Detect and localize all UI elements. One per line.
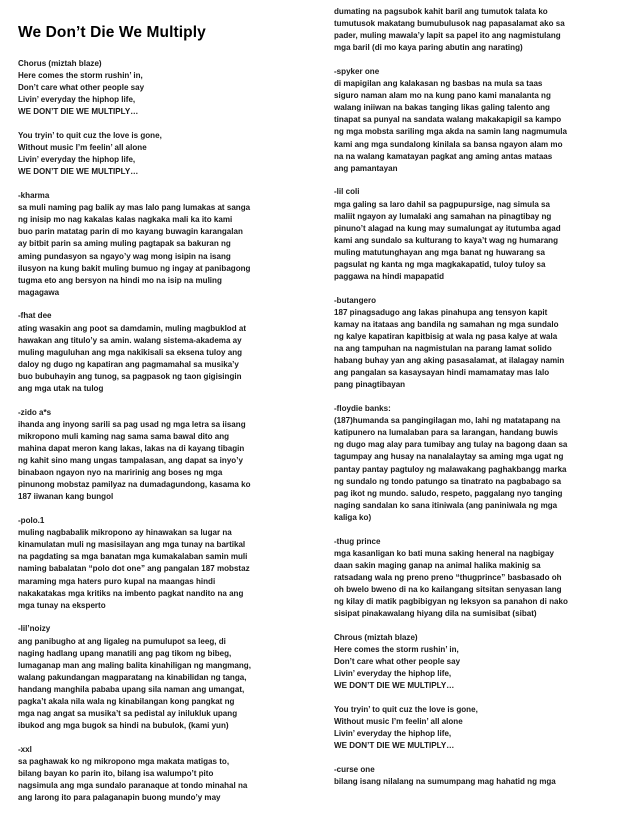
verse-block: dumating na pagsubok kahit baril ang tumutok talata ko tumutusok makatang bumubulusok nag papasalamat ako sa pader, muling mawala’y lapit sa papel ito ang nagmistulang mga baril (di mo kaya paring abutin ang narating): [334, 7, 565, 53]
verse-block: -zido a*s ihanda ang inyong sarili sa pag usad ng mga letra sa iisang mikropono muli kaming nag sama sama bawal dito ang mahina dapat meron kang lakas, lakas na di kayang tibagin ng kahit sino mang ungas tampalasan, ang dapat sa inyo’y binabaon ngayon nyo na maririnig ang boses ng mga pinunong mobstaz pamilyaz na dumadagundong, kasama ko 187 iiwanan kang bungol: [18, 407, 251, 502]
verse-block: -fhat dee ating wasakin ang poot sa damdamin, muling magbuklod at hawakan ang titulo’y sa amin. walang sistema-akadema ay muling maguluhan ang mga nakikisali sa eksena tuloy ang daloy ng dugo ng kapatiran ang pagmamahal sa musika’y buo bubuhayin ang tunog, sa pagpasok ng taon gigisingin ang mga utak na tulog: [18, 311, 247, 394]
verse-block: Chorus (miztah blaze) Here comes the storm rushin’ in, Don’t care what other people say Livin’ everyday the hiphop life, WE DON’T DIE WE MULTIPLY…: [18, 59, 145, 117]
verse-block: -lil coli mga galing sa laro dahil sa pagpupursige, nag simula sa maliit ngayon ay lumalaki ang samahan na pinagtibay ng pinuno’t alagad na kung may sumalungat ay itutumba agad kami ang sundalo sa kulturang to kaya’t wag ng humarang muling matutunghayan ang mga banat ng huwarang sa pagsulat ng kanta ng mga magkakapatid, tuloy tuloy sa paggawa na hindi mapapatid: [334, 187, 561, 282]
verse-block: -xxl sa paghawak ko ng mikropono mga makata matigas to, bilang bayan ko parin ito, bilang isa walumpo’t pito nagsimula ang mga sundalo paranaque at tondo minahal na ang larong ito para palaganapin buong mundo’y may: [18, 744, 248, 803]
verse-block: -kharma sa muli naming pag balik ay mas lalo pang lumakas at sanga ng inisip mo nag kakalas kalas nagkaka mali ka ito kami buo parin matatag parin di mo kayang buwagin karangalan ay bitbit parin sa aming muling pagtapak sa bakuran ng aming pundasyon sa ngayo’y wag mong isipin na isang ilusyon na kung bakit muling bumuo ng ingay at panibagong tugma eto ang bersyon na hindi mo na isip na muling magagawa: [18, 191, 251, 297]
verse-block: -thug prince mga kasanligan ko bati muna saking heneral na nagbigay daan sakin maging ganap na animal halika makinig sa ratsadang wala ng preno preno “thugprince” basbasado oh oh bwelo bweno di na ko kailangang sitsitan senyasan lang ng kilay di matik pagbibigyan ng leksyon sa panahon di nako sisipat pinakawalang hiyang dila na sumisibat (sibat): [334, 536, 568, 619]
verse-block: -floydie banks: (187)humanda sa pangingilagan mo, lahi ng matatapang na katipunero na lumalaban para sa larangan, handang buwis ng dugo mag alay para tumibay ang tulay na bagong daan sa tagumpay ang husay na nanalalaytay sa aming mga ugat ng pantay pantay pagtuloy ng malawakang paghakbangg marka ng sundalo ng tondo patungo sa tinatrato na pagbabago sa pag ikot ng mundo. saludo, respeto, paggalang nyo tanging naging sandalan ko sana itiniwala (ang paniniwala ng mga kaliga ko): [334, 404, 568, 522]
verse-block: You tryin’ to quit cuz the love is gone, Without music I’m feelin’ all alone Livin’ everyday the hiphop life, WE DON’T DIE WE MULTIPLY…: [334, 704, 478, 751]
document-title: We Don’t Die We Multiply: [18, 24, 206, 41]
verse-block: -curse one bilang isang nilalang na sumumpang mag hahatid ng mga: [334, 764, 556, 786]
verse-block: -polo.1 muling nagbabalik mikropono ay hinawakan sa lugar na kinamulatan muli ng masisilayan ang mga tunay na bartikal na pagdating sa mga banatan mga kumakalaban samin muli naming babalatan “polo dot one” ang pangalan 187 mobstaz maraming mga haters puro kupal na maangas hindi nakakatakas mga kritiks na imbento pagkat nandito na ang mga tunay na eksperto: [18, 516, 250, 610]
verse-block: -spyker one di mapigilan ang kalakasan ng basbas na mula sa taas siguro naman alam mo na kung pano kami manalanta ng walang iniiwan na bakas tanging likas galing talento ang tinapat sa punyal na sandata walang makakapigil sa kampo ng mga mobsta sariling mga akda na samin lang nagmumula kami ang mga sundalong kinilala sa bansa ngayon alam mo na na walang kamatayan pagkat ang aming antas mataas ang pamantayan: [334, 66, 567, 173]
left-column: [18, 14, 314, 822]
verse-block: You tryin’ to quit cuz the love is gone, Without music I’m feelin’ all alone Livin’ everyday the hiphop life, WE DON’T DIE WE MULTIPLY…: [18, 131, 162, 177]
verse-block: -butangero 187 pinagsadugo ang lakas pinahupa ang tensyon kapit kamay na itataas ang bandila ng samahan ng mga sundalo ng kalye kapatiran kapitbisig at wala ng pasa kalye at wala na ang tampuhan na nagmistulan na parang lamat solido habang buhay yan ang aking pasasalamat, at ilalagay namin ang pangalan sa kasaysayan hindi mamamatay mas lalo pang pinagtibayan: [334, 295, 565, 390]
right-column: [334, 6, 624, 822]
verse-block: Chrous (miztah blaze) Here comes the storm rushin’ in, Don’t care what other people say Livin’ everyday the hiphop life, WE DON’T DIE WE MULTIPLY…: [334, 632, 461, 691]
verse-block: -lil’noizy ang panibugho at ang ligaleg na pumulupot sa leeg, di naging hadlang upang manatili ang pag tikom ng bibeg, lumaganap man ang maling balita kinahiligan ng mangmang, walang pakundangan magparatang na kinabilidan ng tanga, handang manghila pababa upang sila naman ang umangat, pagka’t akala nila wala ng kinabilangan kong pangkat ng mga nag angat sa musika’t sa pedistal ay inilukluk upang ibukod ang mga bugok sa hindi na bubulok, (kami yun): [18, 624, 251, 731]
